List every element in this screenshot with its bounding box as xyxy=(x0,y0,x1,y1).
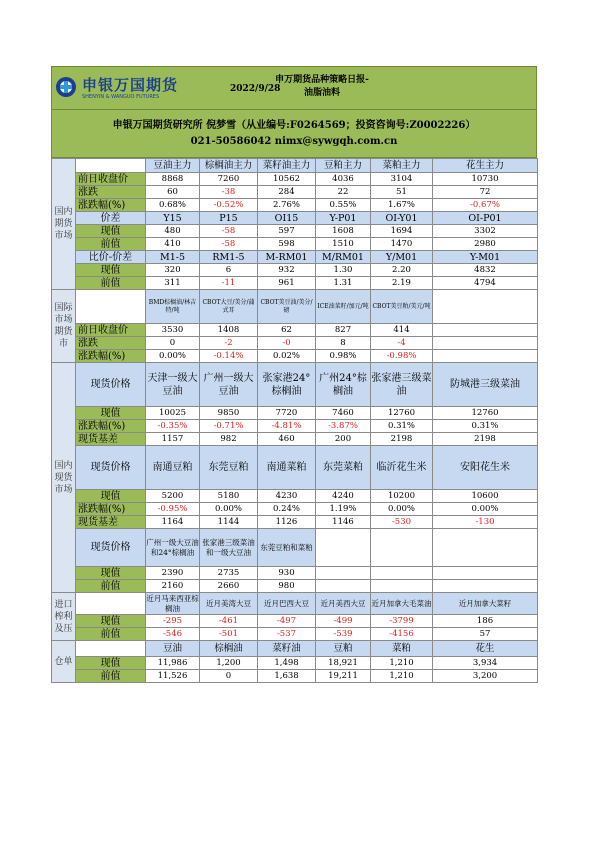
value-cell: 8868 xyxy=(146,173,200,186)
row-label: 前日收盘价 xyxy=(76,173,146,186)
row-label: 现值 xyxy=(76,225,146,238)
futures-ratio-current-row xyxy=(52,264,538,277)
column-header: ICE油菜籽/加元/吨 xyxy=(316,290,371,324)
value-cell: -0.52% xyxy=(200,199,258,212)
value-cell: 11,526 xyxy=(146,670,200,683)
column-header: 近月巴西大豆 xyxy=(258,593,316,615)
value-cell: 2735 xyxy=(200,567,258,580)
spread-name: OI-P01 xyxy=(433,212,538,225)
value-cell: 4036 xyxy=(316,173,371,186)
value-cell: -0 xyxy=(258,337,316,350)
value-cell: -0.14% xyxy=(200,350,258,363)
value-cell: -461 xyxy=(200,615,258,628)
value-cell: 460 xyxy=(258,433,316,446)
value-cell: 1,498 xyxy=(258,657,316,670)
analyst-info-line1: 申银万国期货研究所 倪梦雪（从业编号:F0264569；投资咨询号:Z0002226） xyxy=(112,120,476,131)
column-header: 东莞菜粕 xyxy=(316,446,371,490)
value-cell: 57 xyxy=(433,628,538,641)
value-cell: 2198 xyxy=(371,433,433,446)
empty-cell xyxy=(316,567,371,580)
value-cell: 1,200 xyxy=(200,657,258,670)
row-label: 现货基差 xyxy=(76,433,146,446)
value-cell: 311 xyxy=(146,277,200,290)
ratio-name: M-RM01 xyxy=(258,251,316,264)
column-header: 花生 xyxy=(433,641,538,657)
value-cell: 3,934 xyxy=(433,657,538,670)
value-cell: -38 xyxy=(200,186,258,199)
futures-header-row xyxy=(52,159,538,173)
value-cell: 4794 xyxy=(433,277,538,290)
report-title-line2: 油脂油料 xyxy=(303,88,340,98)
row-label: 现值 xyxy=(76,264,146,277)
analyst-info xyxy=(51,110,537,158)
column-header: 近月美湾大豆 xyxy=(200,593,258,615)
value-cell: -295 xyxy=(146,615,200,628)
value-cell: 186 xyxy=(433,615,538,628)
value-cell: 1694 xyxy=(371,225,433,238)
value-cell: 1.19% xyxy=(316,503,371,516)
spot-group2-change-pct-row xyxy=(52,503,538,516)
empty-cell xyxy=(316,529,371,567)
value-cell: 5200 xyxy=(146,490,200,503)
column-header: CBOT美豆油/美分/磅 xyxy=(258,290,316,324)
value-cell: -4156 xyxy=(371,628,433,641)
value-cell: 4230 xyxy=(258,490,316,503)
column-header: 花生主力 xyxy=(433,159,538,173)
value-cell: -3799 xyxy=(371,615,433,628)
value-cell: 0.00% xyxy=(200,503,258,516)
column-header: 临沂花生米 xyxy=(371,446,433,490)
ratio-name: Y/M01 xyxy=(371,251,433,264)
row-label: 现值 xyxy=(76,615,146,628)
value-cell: 200 xyxy=(316,433,371,446)
value-cell: 598 xyxy=(258,238,316,251)
column-header: 东莞豆粕和菜粕 xyxy=(258,529,316,567)
value-cell: 1,638 xyxy=(258,670,316,683)
value-cell: 0 xyxy=(146,337,200,350)
value-cell: 410 xyxy=(146,238,200,251)
report-title xyxy=(262,74,382,100)
section-warehouse: 仓单 xyxy=(52,641,76,683)
column-header: 棕榈油 xyxy=(200,641,258,657)
empty-cell xyxy=(76,290,146,324)
value-cell: 0.24% xyxy=(258,503,316,516)
spot-group1-header-row xyxy=(52,363,538,407)
value-cell: -4 xyxy=(371,337,433,350)
value-cell: -0.95% xyxy=(146,503,200,516)
warehouse-current-row xyxy=(52,657,538,670)
spread-name: Y-P01 xyxy=(316,212,371,225)
value-cell: 9850 xyxy=(200,407,258,420)
column-header: 菜粕主力 xyxy=(371,159,433,173)
value-cell: 1146 xyxy=(316,516,371,529)
spot-group3-prev-row xyxy=(52,580,538,593)
logo-english-name: SHENYIN & WANGUO FUTURES xyxy=(82,94,160,100)
import-prev-row xyxy=(52,628,538,641)
value-cell: 827 xyxy=(316,324,371,337)
column-header: 近月加拿大菜籽 xyxy=(433,593,538,615)
value-cell: -501 xyxy=(200,628,258,641)
futures-change-row xyxy=(52,186,538,199)
value-cell: 7260 xyxy=(200,173,258,186)
value-cell: 1.67% xyxy=(371,199,433,212)
row-label: 现货价格 xyxy=(76,446,146,490)
futures-ratio-names-row xyxy=(52,251,538,264)
import-current-row xyxy=(52,615,538,628)
spot-group3-current-row xyxy=(52,567,538,580)
empty-cell xyxy=(76,593,146,615)
value-cell: 1608 xyxy=(316,225,371,238)
row-label: 涨跌 xyxy=(76,337,146,350)
value-cell: -0.67% xyxy=(433,199,538,212)
row-label: 现货基差 xyxy=(76,516,146,529)
value-cell: 932 xyxy=(258,264,316,277)
value-cell: -0.71% xyxy=(200,420,258,433)
value-cell: 0.31% xyxy=(371,420,433,433)
logo-mark-icon xyxy=(55,76,77,98)
ratio-name: M1-5 xyxy=(146,251,200,264)
column-header: 张家港三级菜油和一级大豆油 xyxy=(200,529,258,567)
row-label: 前日收盘价 xyxy=(76,324,146,337)
spot-group2-header-row xyxy=(52,446,538,490)
value-cell: 12760 xyxy=(433,407,538,420)
report-title-line1: 申万期货品种策略日报- xyxy=(275,75,369,85)
report-date: 2022/9/28 xyxy=(230,84,281,94)
import-header-row xyxy=(52,593,538,615)
spread-name: OI-Y01 xyxy=(371,212,433,225)
value-cell: 12760 xyxy=(371,407,433,420)
value-cell: 1164 xyxy=(146,516,200,529)
column-header: 棕榈油主力 xyxy=(200,159,258,173)
value-cell: 0.31% xyxy=(433,420,538,433)
value-cell: 7460 xyxy=(316,407,371,420)
section-domestic-futures: 国内期货市场 xyxy=(52,159,76,290)
spot-group3-header-row xyxy=(52,529,538,567)
row-label: 涨跌幅(%) xyxy=(76,503,146,516)
row-label: 比价-价差 xyxy=(76,251,146,264)
value-cell: -499 xyxy=(316,615,371,628)
value-cell: 597 xyxy=(258,225,316,238)
value-cell: 2390 xyxy=(146,567,200,580)
futures-ratio-prev-row xyxy=(52,277,538,290)
column-header: 东莞豆粕 xyxy=(200,446,258,490)
value-cell: 11,986 xyxy=(146,657,200,670)
section-domestic-spot: 国内现货市场 xyxy=(52,363,76,593)
logo-chinese-name: 申银万国期货 xyxy=(82,76,179,94)
column-header: 豆油主力 xyxy=(146,159,200,173)
value-cell: 0.00% xyxy=(371,503,433,516)
column-header: 菜籽油 xyxy=(258,641,316,657)
value-cell: -0.35% xyxy=(146,420,200,433)
value-cell: 4240 xyxy=(316,490,371,503)
value-cell: -11 xyxy=(200,277,258,290)
value-cell: 10200 xyxy=(371,490,433,503)
report-sheet xyxy=(51,66,537,683)
spot-group2-current-row xyxy=(52,490,538,503)
spot-group1-current-row xyxy=(52,407,538,420)
column-header: 近月美西大豆 xyxy=(316,593,371,615)
column-header: 张家港24°棕榈油 xyxy=(258,363,316,407)
futures-spread-prev-row xyxy=(52,238,538,251)
value-cell: 2.20 xyxy=(371,264,433,277)
value-cell: 0 xyxy=(200,670,258,683)
ratio-name: M/RM01 xyxy=(316,251,371,264)
value-cell: 1408 xyxy=(200,324,258,337)
column-header: 广州一级大豆油 xyxy=(200,363,258,407)
value-cell: 0.68% xyxy=(146,199,200,212)
value-cell: 1510 xyxy=(316,238,371,251)
value-cell: 961 xyxy=(258,277,316,290)
column-header: 近月马来西亚棕榈油 xyxy=(146,593,199,613)
value-cell: 10600 xyxy=(433,490,538,503)
value-cell: 1470 xyxy=(371,238,433,251)
value-cell: 1.30 xyxy=(316,264,371,277)
value-cell: 1157 xyxy=(146,433,200,446)
spread-name: Y15 xyxy=(146,212,200,225)
value-cell: 2660 xyxy=(200,580,258,593)
row-label: 现值 xyxy=(76,407,146,420)
value-cell: 60 xyxy=(146,186,200,199)
value-cell: 980 xyxy=(258,580,316,593)
value-cell: 930 xyxy=(258,567,316,580)
value-cell: 0.00% xyxy=(433,503,538,516)
value-cell: 414 xyxy=(371,324,433,337)
value-cell: 6 xyxy=(200,264,258,277)
futures-spread-current-row xyxy=(52,225,538,238)
value-cell: 2980 xyxy=(433,238,538,251)
futures-prev-close-row xyxy=(52,173,538,186)
row-label: 涨跌幅(%) xyxy=(76,199,146,212)
column-header: 菜籽油主力 xyxy=(258,159,316,173)
value-cell: 0.02% xyxy=(258,350,316,363)
futures-change-pct-row xyxy=(52,199,538,212)
row-label: 现货价格 xyxy=(76,363,146,407)
value-cell: 3104 xyxy=(371,173,433,186)
empty-cell xyxy=(433,580,538,593)
row-label: 价差 xyxy=(76,212,146,225)
row-label: 现值 xyxy=(76,490,146,503)
row-label: 涨跌幅(%) xyxy=(76,420,146,433)
futures-spread-names-row xyxy=(52,212,538,225)
intl-prev-close-row xyxy=(52,324,538,337)
column-header: 广州24°棕榈油 xyxy=(316,363,371,407)
intl-change-row xyxy=(52,337,538,350)
column-header: 南通菜粕 xyxy=(258,446,316,490)
column-header: 豆粕主力 xyxy=(316,159,371,173)
spot-group1-change-pct-row xyxy=(52,420,538,433)
value-cell: 51 xyxy=(371,186,433,199)
value-cell: 3530 xyxy=(146,324,200,337)
spot-group1-basis-row xyxy=(52,433,538,446)
row-label: 现值 xyxy=(76,657,146,670)
value-cell: 3302 xyxy=(433,225,538,238)
report-header xyxy=(51,66,537,110)
value-cell: -539 xyxy=(316,628,371,641)
row-label: 涨跌幅(%) xyxy=(76,350,146,363)
empty-cell xyxy=(371,580,433,593)
column-header: CBOT大豆/美分/蒲式耳 xyxy=(200,290,258,324)
intl-change-pct-row xyxy=(52,350,538,363)
column-header: 防城港三级菜油 xyxy=(433,363,538,407)
value-cell: -546 xyxy=(146,628,200,641)
value-cell: 10562 xyxy=(258,173,316,186)
value-cell: 480 xyxy=(146,225,200,238)
empty-cell xyxy=(371,529,433,567)
column-header: 南通豆粕 xyxy=(146,446,200,490)
empty-cell xyxy=(433,324,538,337)
row-label: 现货价格 xyxy=(76,529,146,567)
spot-group2-basis-row xyxy=(52,516,538,529)
value-cell: 10730 xyxy=(433,173,538,186)
value-cell: -3.87% xyxy=(316,420,371,433)
value-cell: -2 xyxy=(200,337,258,350)
value-cell: 7720 xyxy=(258,407,316,420)
value-cell: 284 xyxy=(258,186,316,199)
value-cell: -130 xyxy=(433,516,538,529)
warehouse-prev-row xyxy=(52,670,538,683)
empty-cell xyxy=(316,580,371,593)
column-header: 豆粕 xyxy=(316,641,371,657)
column-header: 天津一级大豆油 xyxy=(146,363,200,407)
value-cell: 1,210 xyxy=(371,670,433,683)
value-cell: -530 xyxy=(371,516,433,529)
section-import-profit: 进口榨利及压 xyxy=(52,593,76,641)
value-cell: 4832 xyxy=(433,264,538,277)
ratio-name: Y-M01 xyxy=(433,251,538,264)
value-cell: 982 xyxy=(200,433,258,446)
empty-cell xyxy=(433,350,538,363)
value-cell: 2.76% xyxy=(258,199,316,212)
value-cell: 72 xyxy=(433,186,538,199)
empty-cell xyxy=(433,529,538,567)
intl-header-row xyxy=(52,290,538,324)
column-header: 豆油 xyxy=(146,641,200,657)
spread-name: OI15 xyxy=(258,212,316,225)
value-cell: -537 xyxy=(258,628,316,641)
row-label: 前值 xyxy=(76,238,146,251)
value-cell: -0.98% xyxy=(371,350,433,363)
value-cell: -58 xyxy=(200,225,258,238)
value-cell: -497 xyxy=(258,615,316,628)
value-cell: 1,210 xyxy=(371,657,433,670)
row-label: 现值 xyxy=(76,567,146,580)
value-cell: 0.00% xyxy=(146,350,200,363)
value-cell: 2.19 xyxy=(371,277,433,290)
row-label: 涨跌 xyxy=(76,186,146,199)
column-header: 菜粕 xyxy=(371,641,433,657)
empty-cell xyxy=(371,567,433,580)
value-cell: 8 xyxy=(316,337,371,350)
value-cell: -58 xyxy=(200,238,258,251)
empty-cell xyxy=(433,290,538,324)
value-cell: -4.81% xyxy=(258,420,316,433)
column-header: 近月加拿大毛菜油 xyxy=(371,593,433,615)
column-header: 安阳花生米 xyxy=(433,446,538,490)
column-header: 张家港三级菜油 xyxy=(371,363,433,407)
row-label: 前值 xyxy=(76,670,146,683)
value-cell: 3,200 xyxy=(433,670,538,683)
empty-cell xyxy=(76,159,146,173)
warehouse-header-row xyxy=(52,641,538,657)
ratio-name: RM1-5 xyxy=(200,251,258,264)
value-cell: 2198 xyxy=(433,433,538,446)
value-cell: 10025 xyxy=(146,407,200,420)
row-label: 前值 xyxy=(76,628,146,641)
row-label: 前值 xyxy=(76,580,146,593)
value-cell: 18,921 xyxy=(316,657,371,670)
value-cell: 320 xyxy=(146,264,200,277)
company-logo xyxy=(55,74,179,104)
value-cell: 1.31 xyxy=(316,277,371,290)
value-cell: 0.98% xyxy=(316,350,371,363)
value-cell: 0.55% xyxy=(316,199,371,212)
empty-cell xyxy=(433,337,538,350)
column-header: CBOT美豆粕/美元/吨 xyxy=(371,290,433,324)
empty-cell xyxy=(76,641,146,657)
analyst-contact-line: 021-50586042 nimx@sywgqh.com.cn xyxy=(190,136,398,147)
section-intl-futures: 国际市场期货市 xyxy=(52,290,76,363)
value-cell: 1126 xyxy=(258,516,316,529)
value-cell: 5180 xyxy=(200,490,258,503)
column-header: 广州一级大豆油和24°棕榈油 xyxy=(146,529,200,567)
column-header: BMD棕榈油/林吉特/吨 xyxy=(146,290,200,324)
value-cell: 62 xyxy=(258,324,316,337)
value-cell: 1144 xyxy=(200,516,258,529)
row-label: 前值 xyxy=(76,277,146,290)
data-table xyxy=(51,158,538,683)
value-cell: 22 xyxy=(316,186,371,199)
value-cell: 19,211 xyxy=(316,670,371,683)
spread-name: P15 xyxy=(200,212,258,225)
value-cell: 2160 xyxy=(146,580,200,593)
empty-cell xyxy=(433,567,538,580)
